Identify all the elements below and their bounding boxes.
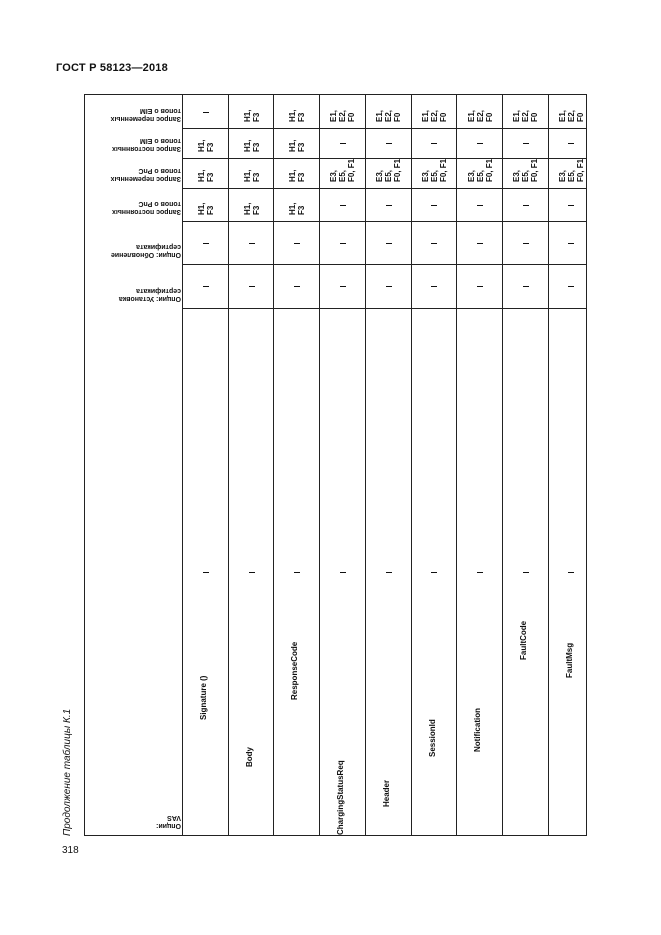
cell-value: H1, F3 bbox=[196, 139, 215, 152]
cell-value: E1, E2, F0 bbox=[466, 109, 494, 122]
cell-empty-dash bbox=[477, 205, 483, 206]
row-label: Body bbox=[244, 747, 254, 767]
cell-empty-dash bbox=[477, 143, 483, 144]
column-divider bbox=[183, 264, 586, 265]
cell-empty-dash bbox=[386, 205, 392, 206]
cell-empty-dash bbox=[523, 286, 529, 287]
cell-value: E1, E2, F0 bbox=[329, 109, 357, 122]
cell-empty-dash bbox=[523, 572, 529, 573]
column-divider bbox=[183, 308, 586, 309]
row-label: Header bbox=[381, 779, 391, 807]
cell-value: E1, E2, F0 bbox=[512, 109, 540, 122]
cell-value: E1, E2, F0 bbox=[420, 109, 448, 122]
document-code: ГОСТ Р 58123—2018 bbox=[56, 62, 168, 74]
row-label: ResponseCode bbox=[290, 641, 300, 700]
row-label: Notification bbox=[473, 708, 483, 752]
cell-value: H1, F3 bbox=[242, 139, 261, 152]
cell-value: E3, E5, F0, F1 bbox=[329, 158, 357, 182]
cell-empty-dash bbox=[568, 243, 574, 244]
cell-empty-dash bbox=[249, 572, 255, 573]
cell-value: H1, F3 bbox=[288, 139, 307, 152]
column-divider bbox=[183, 221, 586, 222]
cell-empty-dash bbox=[203, 572, 209, 573]
cell-empty-dash bbox=[386, 572, 392, 573]
cell-value: H1, F3 bbox=[288, 169, 307, 182]
cell-value: E1, E2, F0 bbox=[557, 109, 585, 122]
cell-value: E3, E5, F0, F1 bbox=[512, 158, 540, 182]
cell-empty-dash bbox=[340, 243, 346, 244]
cell-value: H1, F3 bbox=[196, 169, 215, 182]
row-divider bbox=[182, 95, 183, 835]
cell-value: E1, E2, F0 bbox=[375, 109, 403, 122]
cell-value: H1, F3 bbox=[242, 109, 261, 122]
row-divider bbox=[502, 95, 503, 835]
cell-empty-dash bbox=[477, 286, 483, 287]
cell-empty-dash bbox=[431, 286, 437, 287]
cell-empty-dash bbox=[431, 243, 437, 244]
cell-empty-dash bbox=[477, 572, 483, 573]
column-divider bbox=[183, 128, 586, 129]
column-divider bbox=[183, 188, 586, 189]
cell-empty-dash bbox=[294, 243, 300, 244]
row-label: ChargingStatusReq bbox=[336, 760, 346, 835]
cell-empty-dash bbox=[386, 143, 392, 144]
cell-empty-dash bbox=[431, 572, 437, 573]
cell-value: E3, E5, F0, F1 bbox=[557, 158, 585, 182]
row-label: Signature () bbox=[199, 675, 208, 720]
cell-empty-dash bbox=[568, 572, 574, 573]
cell-value: H1, F3 bbox=[196, 202, 215, 215]
cell-empty-dash bbox=[523, 143, 529, 144]
cell-empty-dash bbox=[340, 572, 346, 573]
cell-empty-dash bbox=[523, 243, 529, 244]
cell-value: E3, E5, F0, F1 bbox=[420, 158, 448, 182]
column-header: Опции: Обновление сертификата bbox=[110, 243, 181, 258]
cell-empty-dash bbox=[568, 143, 574, 144]
cell-empty-dash bbox=[431, 205, 437, 206]
row-label: FaultCode bbox=[518, 620, 528, 660]
row-divider bbox=[228, 95, 229, 835]
row-divider bbox=[365, 95, 366, 835]
cell-empty-dash bbox=[294, 286, 300, 287]
cell-value: H1, F3 bbox=[288, 202, 307, 215]
row-divider bbox=[273, 95, 274, 835]
cell-empty-dash bbox=[294, 572, 300, 573]
cell-empty-dash bbox=[340, 205, 346, 206]
cell-empty-dash bbox=[568, 286, 574, 287]
table-continuation-caption: Продолжение таблицы К.1 bbox=[62, 708, 73, 836]
cell-empty-dash bbox=[568, 205, 574, 206]
column-header: Опции: Установка сертификата bbox=[118, 287, 181, 302]
cell-value: H1, F3 bbox=[242, 169, 261, 182]
cell-empty-dash bbox=[203, 243, 209, 244]
cell-empty-dash bbox=[386, 243, 392, 244]
row-divider bbox=[411, 95, 412, 835]
cell-empty-dash bbox=[203, 112, 209, 113]
row-divider bbox=[319, 95, 320, 835]
row-label: FaultMsg bbox=[564, 642, 574, 678]
column-header: Запрос постоянных топов о EIM bbox=[111, 137, 181, 152]
column-header: Запрос переменных топов о PnC bbox=[110, 167, 181, 182]
page-number: 318 bbox=[62, 845, 79, 856]
row-divider bbox=[548, 95, 549, 835]
cell-empty-dash bbox=[431, 143, 437, 144]
column-header: Опции: VAS bbox=[156, 814, 181, 829]
requirements-table bbox=[84, 94, 587, 836]
cell-empty-dash bbox=[249, 243, 255, 244]
column-header: Запрос переменных топов о EIM bbox=[110, 107, 181, 122]
cell-value: H1, F3 bbox=[242, 202, 261, 215]
cell-empty-dash bbox=[203, 286, 209, 287]
cell-empty-dash bbox=[249, 286, 255, 287]
cell-empty-dash bbox=[340, 143, 346, 144]
cell-empty-dash bbox=[523, 205, 529, 206]
cell-value: E3, E5, F0, F1 bbox=[375, 158, 403, 182]
column-header: Запрос постоянных топов о PnC bbox=[111, 200, 181, 215]
cell-empty-dash bbox=[340, 286, 346, 287]
cell-empty-dash bbox=[477, 243, 483, 244]
row-label: SessionId bbox=[427, 719, 437, 757]
row-divider bbox=[456, 95, 457, 835]
cell-value: H1, F3 bbox=[288, 109, 307, 122]
cell-empty-dash bbox=[386, 286, 392, 287]
cell-value: E3, E5, F0, F1 bbox=[466, 158, 494, 182]
